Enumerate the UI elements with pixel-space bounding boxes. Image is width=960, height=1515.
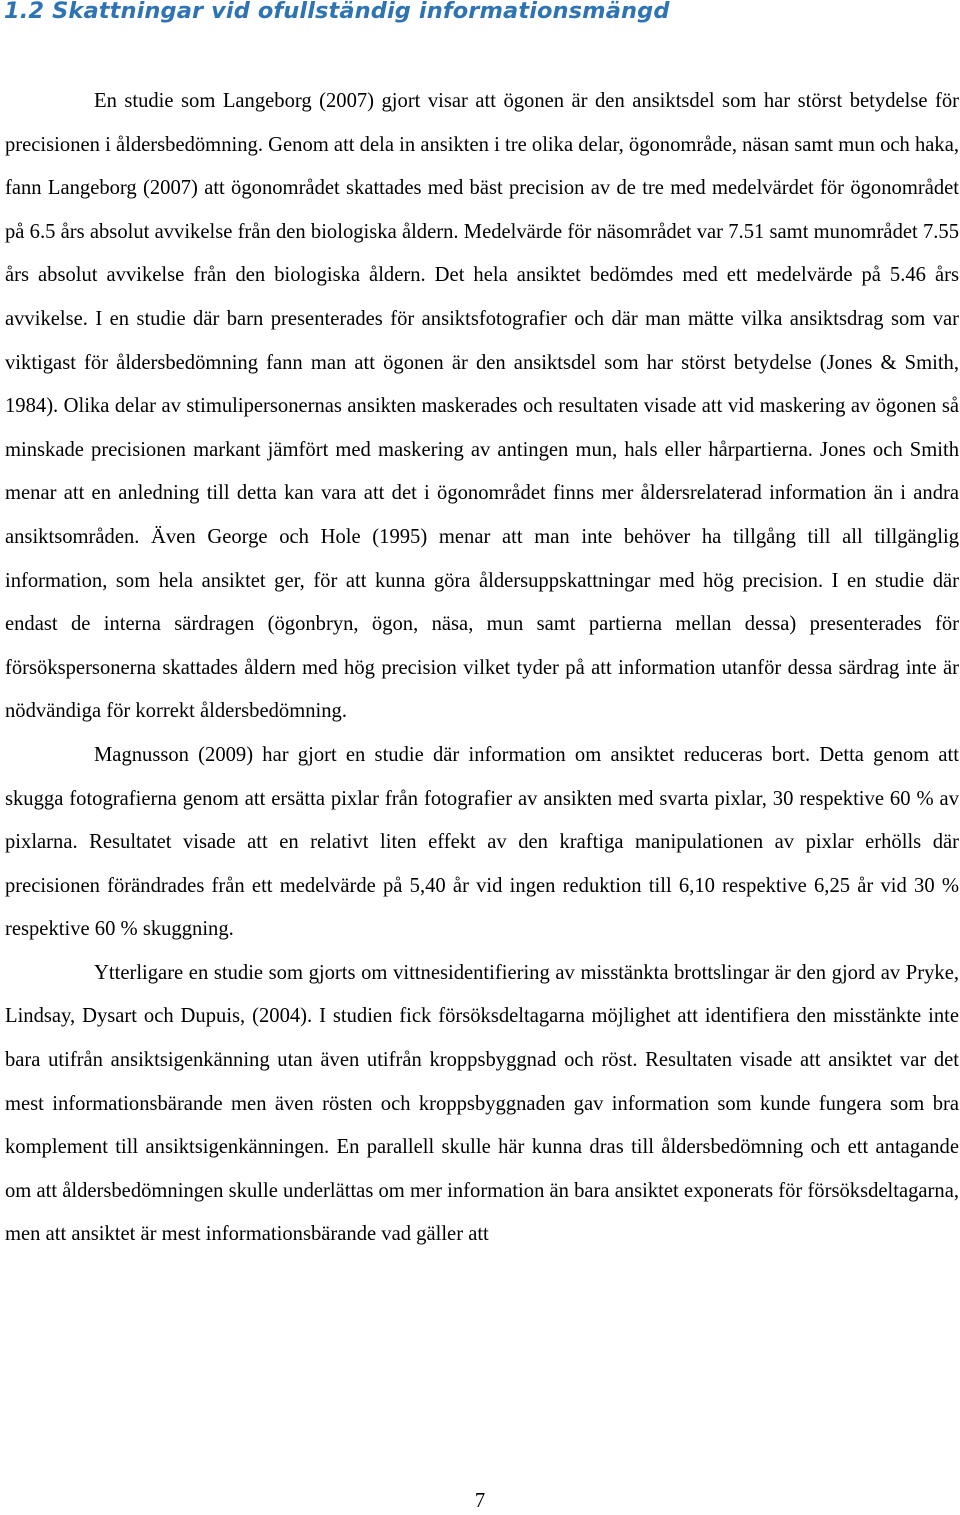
- paragraph-1: En studie som Langeborg (2007) gjort visar att ögonen är den ansiktsdel som har störst betydelse för precisionen i åldersbedömning. Genom att dela in ansikten i tre olika delar, ögonområde, näsan samt mun och haka, fann Langeborg (2007) att ögonområdet skattades med bäst precision av de tre med medelvärdet för ögonområdet på 6.5 års absolut avvikelse från den biologiska åldern. Medelvärde för näsområdet var 7.51 samt munområdet 7.55 års absolut avvikelse från den biologiska åldern. Det hela ansiktet bedömdes med ett medelvärde på 5.46 års avvikelse. I en studie där barn presenterades för ansiktsfotografier och där man mätte vilka ansiktsdrag som var viktigast för åldersbedömning fann man att ögonen är den ansiktsdel som har störst betydelse (Jones & Smith, 1984). Olika delar av stimulipersonernas ansikten maskerades och resultaten visade att vid maskering av ögonen så minskade precisionen markant jämfört med maskering av antingen mun, hals eller hårpartierna. Jones och Smith menar att en anledning till detta kan vara att det i ögonområdet finns mer åldersrelaterad information än i andra ansiktsområden. Även George och Hole (1995) menar att man inte behöver ha tillgång till all tillgänglig information, som hela ansiktet ger, för att kunna göra åldersuppskattningar med hög precision. I en studie där endast de interna särdragen (ögonbryn, ögon, näsa, mun samt partierna mellan dessa) presenterades för försökspersonerna skattades åldern med hög precision vilket tyder på att information utanför dessa särdrag inte är nödvändiga för korrekt åldersbedömning.: [5, 90, 959, 723]
- paragraph-3: Ytterligare en studie som gjorts om vittnesidentifiering av misstänkta brottslingar är den gjord av Pryke, Lindsay, Dysart och Dupuis, (2004). I studien fick försöksdeltagarna möjlighet att identifiera den misstänkte inte bara utifrån ansiktsigenkänning utan även utifrån kroppsbyggnad och röst. Resultaten visade att ansiktet var det mest informationsbärande men även rösten och kroppsbyggnaden gav information som kunde fungera som bra komplement till ansiktsigenkänningen. En parallell skulle här kunna dras till åldersbedömning och ett antagande om att åldersbedömningen skulle underlättas om mer information än bara ansiktet exponerats för försöksdeltagarna, men att ansiktet är mest informationsbärande vad gäller att: [5, 961, 959, 1246]
- paragraph-2: Magnusson (2009) har gjort en studie där information om ansiktet reduceras bort. Detta genom att skugga fotografierna genom att ersätta pixlar från fotografier av ansikten med svarta pixlar, 30 respektive 60 % av pixlarna. Resultatet visade att en relativt liten effekt av den kraftiga manipulationen av pixlar erhölls där precisionen förändrades från ett medelvärde på 5,40 år vid ingen reduktion till 6,10 respektive 6,25 år vid 30 % respektive 60 % skuggning.: [5, 743, 959, 941]
- section-heading: 1.2 Skattningar vid ofullständig informationsmängd: [4, 0, 670, 24]
- body-text: [5, 80, 959, 1257]
- page-number: 7: [474, 1490, 486, 1512]
